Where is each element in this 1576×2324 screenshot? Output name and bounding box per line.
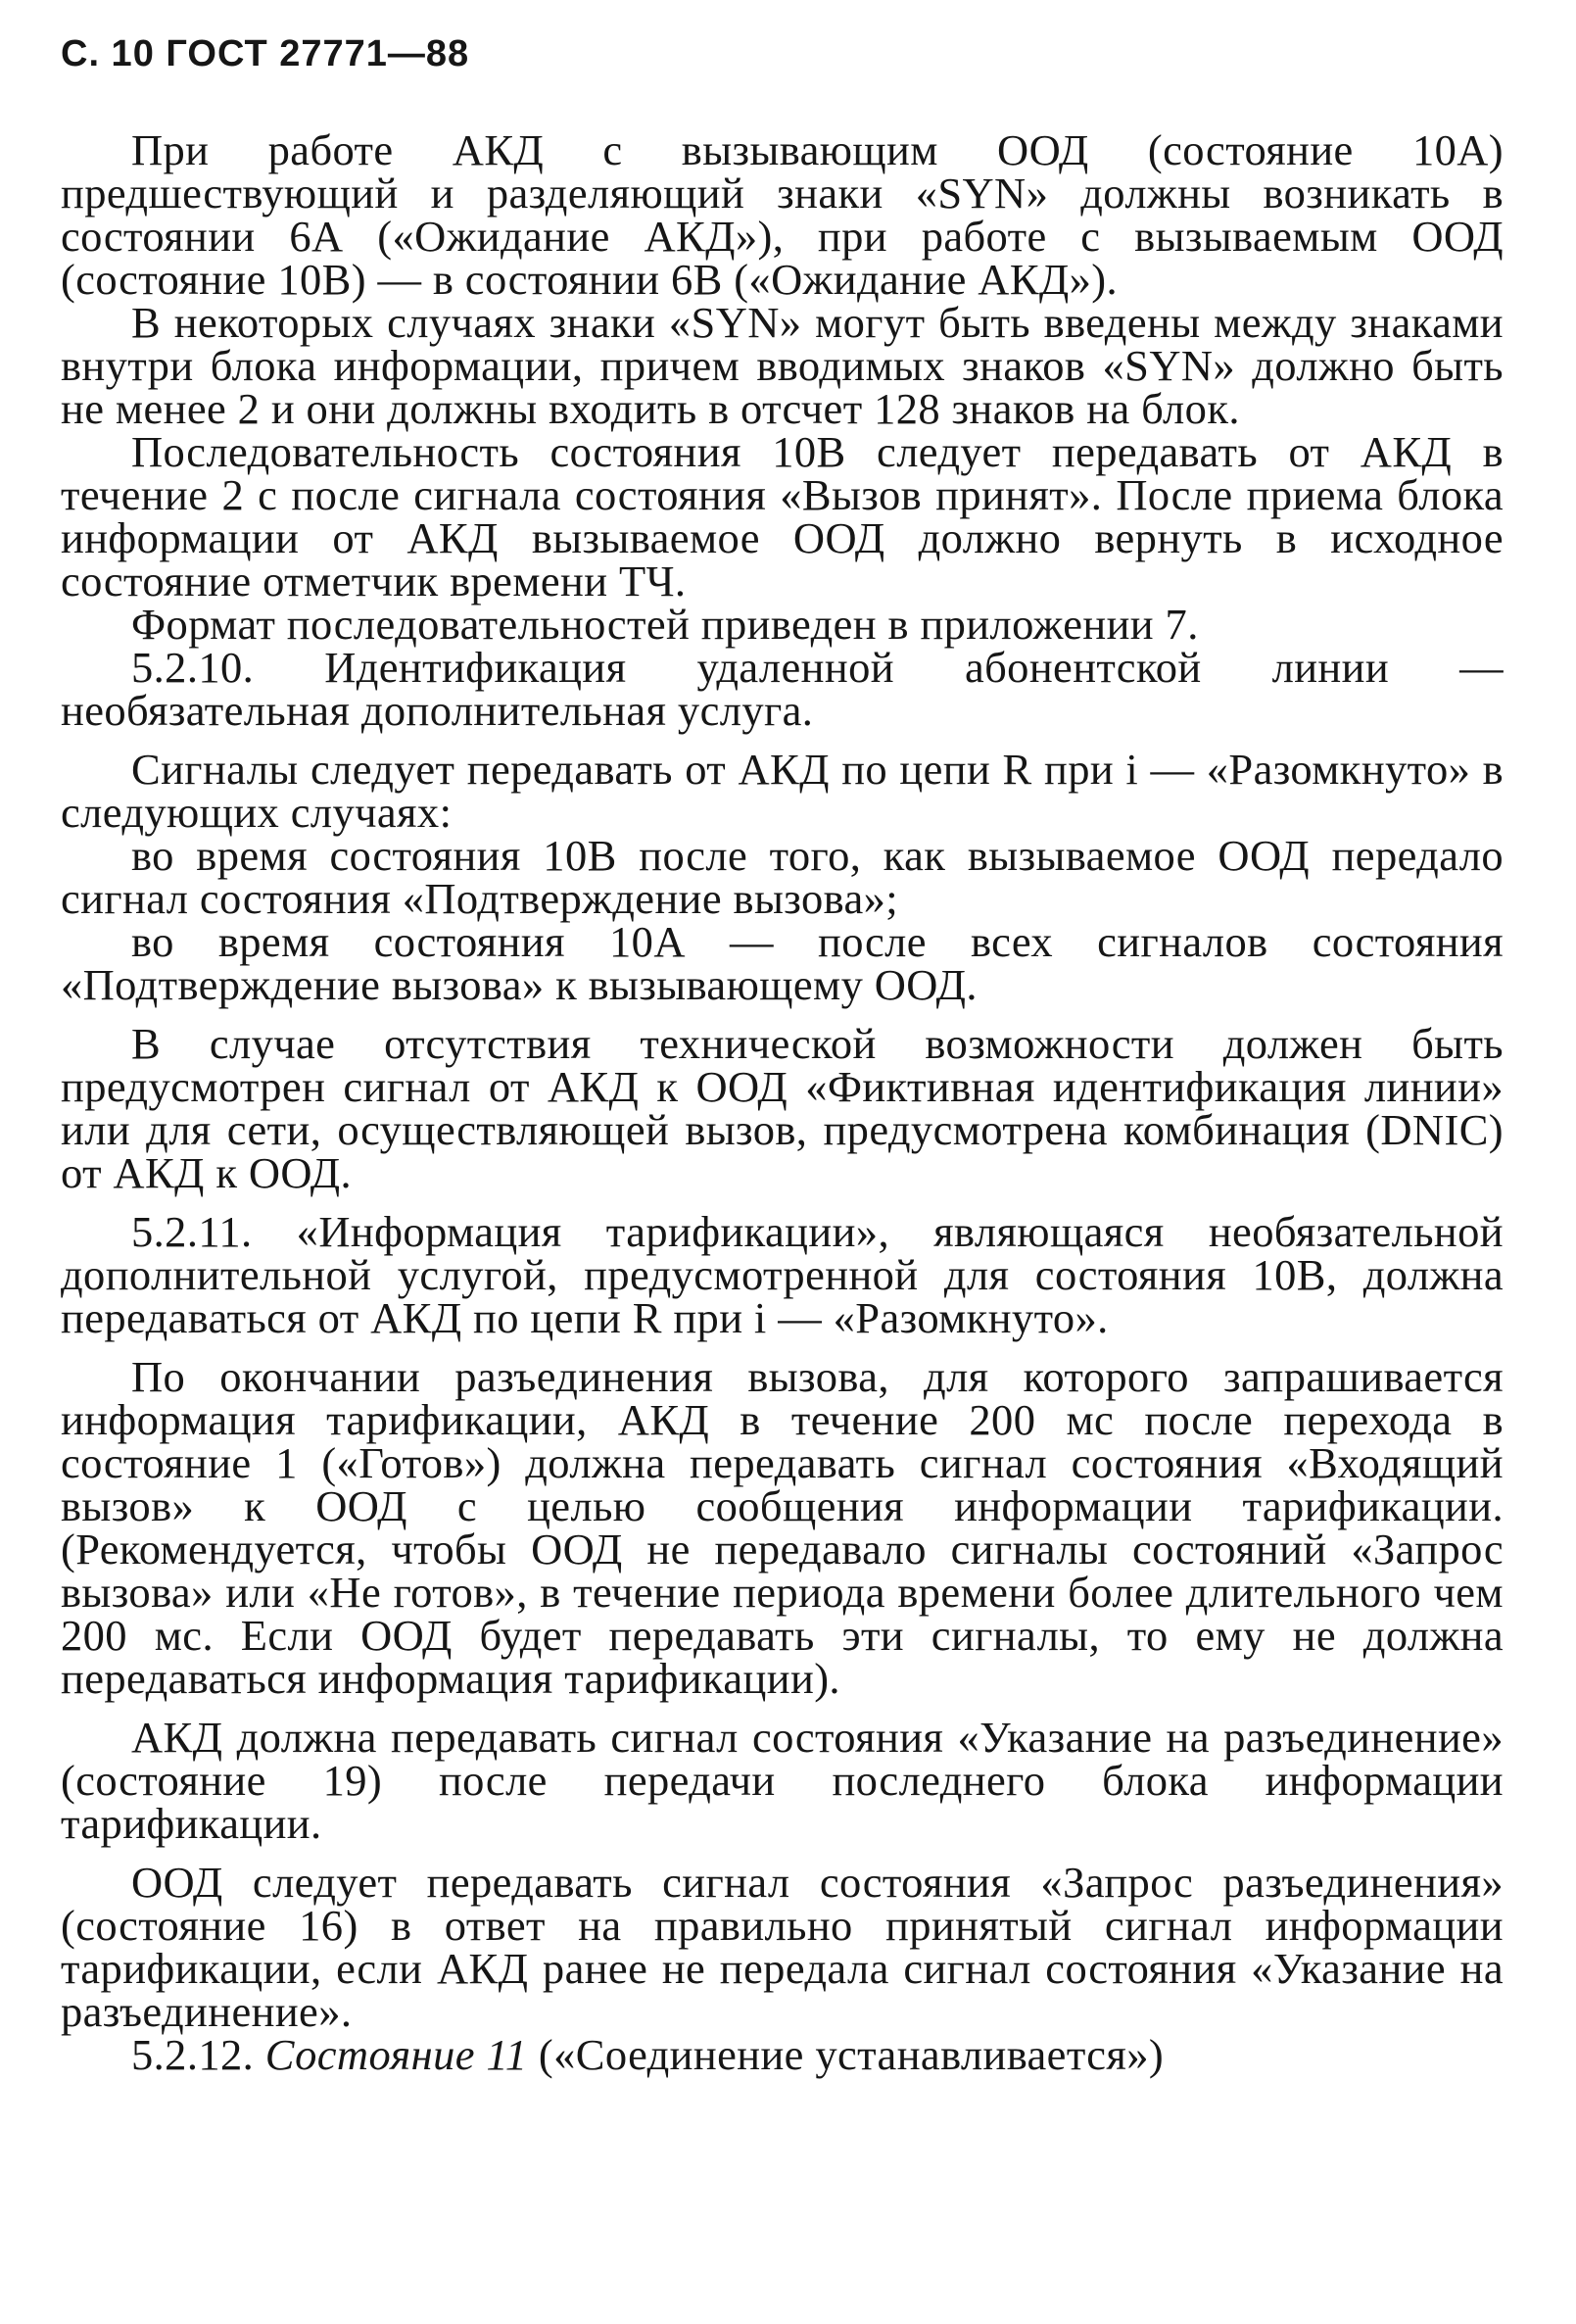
paragraph-format-reference: Формат последовательностей приведен в приложении 7. <box>131 600 1199 649</box>
paragraph-signals-circuit-r: Сигналы следует передавать от АКД по цепи R при i — «Разомкнуто» в следующих случаях: <box>61 745 1504 837</box>
paragraph-sequence-10b: Последовательность состояния 10В следует передавать от АКД в течение 2 с после сигнала состояния «Вызов принят». После приема блока информации от АКД вызываемое ООД должно вернуть в исходное состояние отметчик времени ТЧ. <box>61 427 1504 605</box>
paragraph-tariff-after-disconnect: По окончании разъединения вызова, для которого запрашивается информация тарификации, АКД в течение 200 мс после перехода в состояние 1 («Готов») должна передавать сигнал состояния «Входящий вызов» к ООД с целью сообщения информации тарификации. (Рекомендуется, чтобы ООД не передавало сигналы состояний «Запрос вызова» или «Не готов», в течение периода времени более длительного чем 200 мс. Если ООД будет передавать эти сигналы, то ему не должна передаваться информация тарификации). <box>61 1352 1504 1703</box>
paragraph-fictitious-identification: В случае отсутствия технической возможности должен быть предусмотрен сигнал от АКД к ООД «Фиктивная идентификация линии» или для сети, осуществляющей вызов, предусмотрена комбинация (DNIC) от АКД к ООД. <box>61 1019 1504 1197</box>
clause-5-2-10: 5.2.10. Идентификация удаленной абонентской линии — необязательная дополнительная услуга. <box>61 643 1504 735</box>
clause-5-2-11: 5.2.11. «Информация тарификации», являющаяся необязательной дополнительной услугой, предусмотренной для состояния 10В, должна передаваться от АКД по цепи R при i — «Разомкнуто». <box>61 1207 1504 1342</box>
paragraph-disconnect-request: ООД следует передавать сигнал состояния «Запрос разъединения» (состояние 16) в ответ на правильно принятый сигнал информации тарификации, если АКД ранее не передала сигнал состояния «Указание на разъединение». <box>61 1858 1504 2036</box>
clause-number: 5.2.12. <box>131 2030 255 2079</box>
paragraph-disconnect-indication: АКД должна передавать сигнал состояния «Указание на разъединение» (состояние 19) после передачи последнего блока информации тарификации. <box>61 1713 1504 1848</box>
clause-5-2-12 <box>61 2030 1504 2079</box>
page-header: С. 10 ГОСТ 27771—88 <box>61 33 470 74</box>
paragraph-syn-states: При работе АКД с вызывающим ООД (состояние 10А) предшествующий и разделяющий знаки «SYN» должны возникать в состоянии 6А («Ожидание АКД»), при работе с вызываемым ООД (состояние 10В) — в состоянии 6В («Ожидание АКД»). <box>61 125 1504 304</box>
paragraph-syn-inside-block: В некоторых случаях знаки «SYN» могут быть введены между знаками внутри блока информации, причем вводимых знаков «SYN» должно быть не менее 2 и они должны входить в отсчет 128 знаков на блок. <box>61 298 1504 433</box>
document-body <box>61 125 1504 2079</box>
list-item-state-10a: во время состояния 10А — после всех сигналов состояния «Подтверждение вызова» к вызывающему ООД. <box>61 917 1504 1009</box>
list-item-state-10b: во время состояния 10В после того, как вызываемое ООД передало сигнал состояния «Подтверждение вызова»; <box>61 831 1504 923</box>
clause-subtitle: («Соединение устанавливается») <box>538 2030 1165 2079</box>
clause-title: Состояние 11 <box>264 2030 528 2079</box>
